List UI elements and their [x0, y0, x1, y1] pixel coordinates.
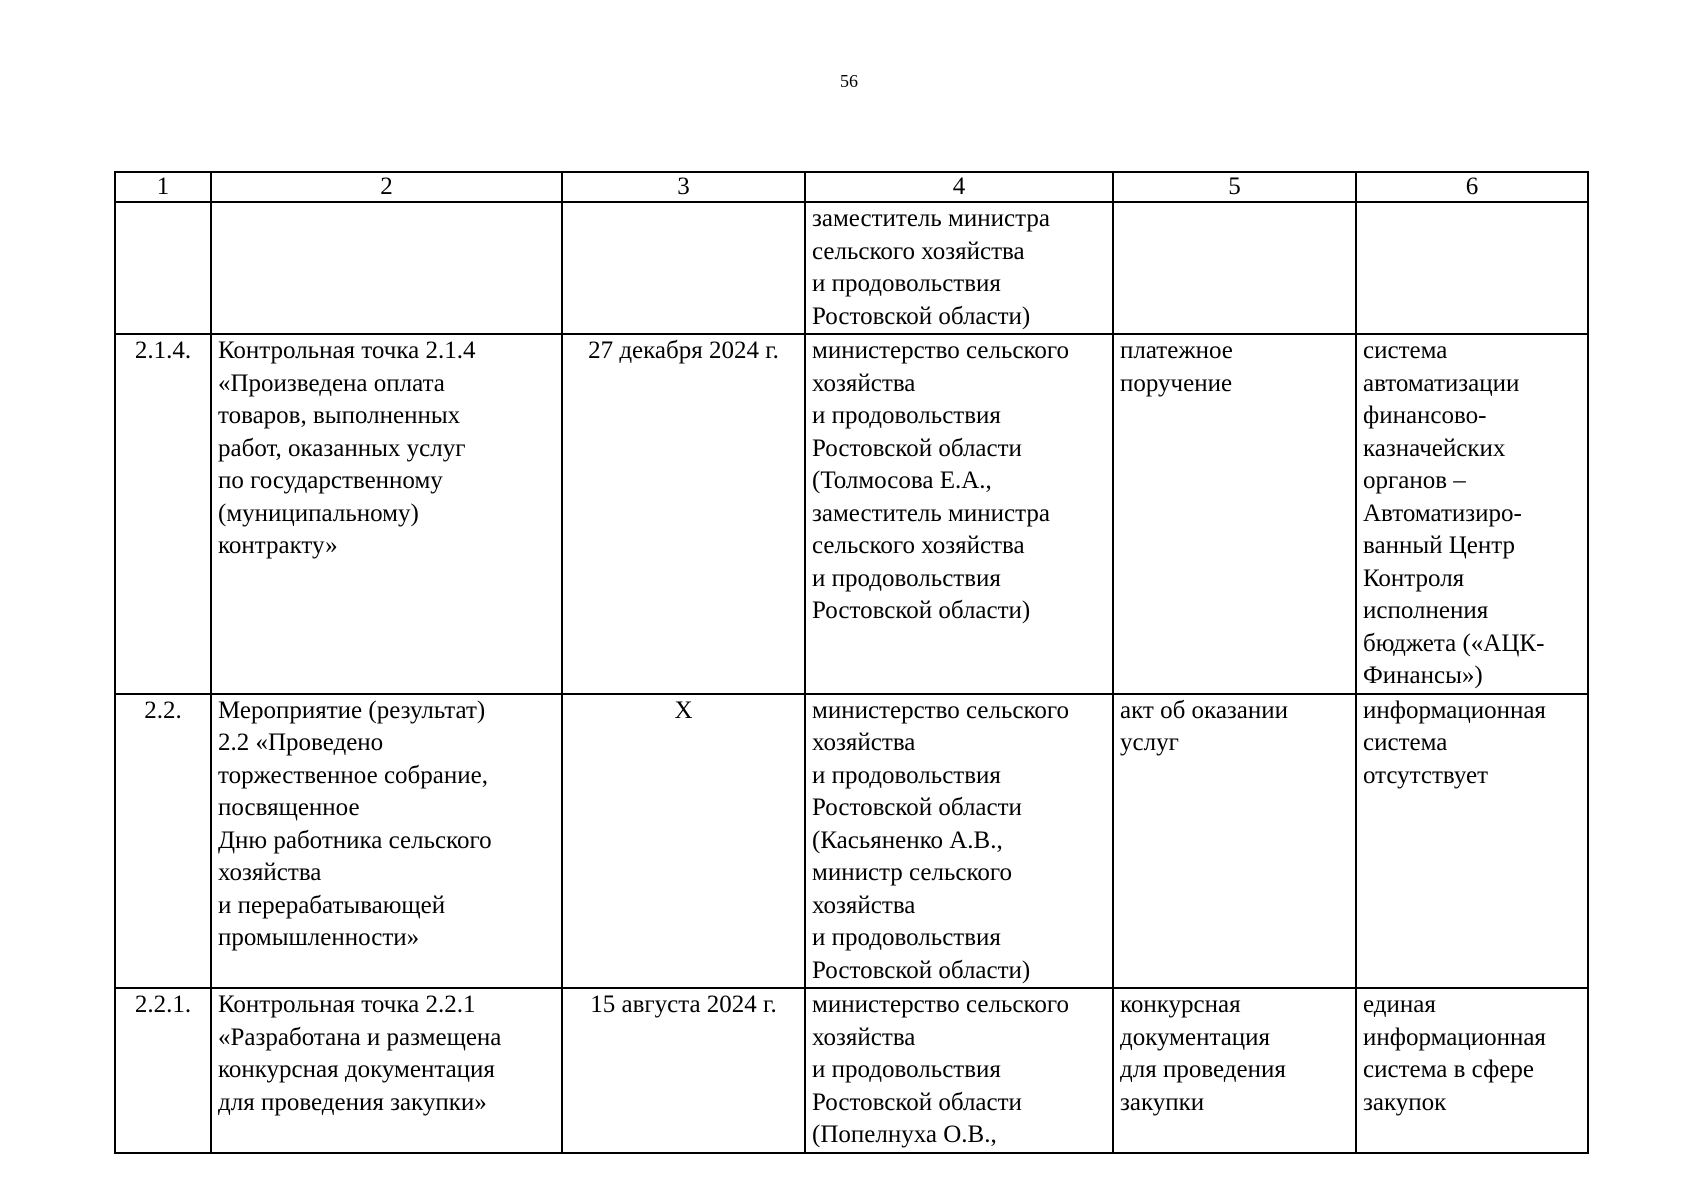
cell-name [211, 694, 562, 989]
text-line: Ростовской области [812, 434, 1022, 462]
text-line: единая [1363, 991, 1436, 1018]
column-header-3: 3 [562, 172, 805, 202]
text-line: Ростовской области [812, 1088, 1022, 1116]
cell-responsible [805, 334, 1113, 694]
text-line: услуг [1120, 729, 1179, 756]
text-line: (Попелнуха О.В., [812, 1121, 997, 1148]
column-header-4: 4 [805, 172, 1113, 202]
page-number: 56 [840, 71, 858, 91]
column-header-5: 5 [1113, 172, 1356, 202]
text-line: министр сельского [812, 859, 1013, 886]
text-line: контракту» [218, 532, 338, 559]
cell-responsible [805, 988, 1113, 1153]
text-line: Финансы») [1363, 662, 1483, 689]
text-line: поручение [1120, 369, 1233, 397]
text-line: Контрольная точка 2.2.1 [218, 991, 476, 1018]
text-line: хозяйства [812, 891, 916, 919]
cell-number: 2.1.4. [115, 334, 211, 694]
table-row-continuation [115, 202, 1588, 334]
text-line: автоматизации [1363, 369, 1520, 397]
text-line: хозяйства [218, 859, 322, 886]
text-line: работ, оказанных услуг [218, 434, 466, 462]
column-header-1: 1 [115, 172, 211, 202]
text-line: и продовольствия [812, 1056, 1001, 1083]
text-line: министерство сельского [812, 337, 1069, 364]
text-line: и продовольствия [812, 402, 1001, 429]
text-line: промышленности» [218, 924, 420, 951]
text-line: Мероприятие (результат) [218, 696, 486, 724]
text-line: система [1363, 729, 1448, 756]
text-line: заместитель министра [812, 205, 1050, 232]
text-line: система в сфере [1363, 1056, 1534, 1083]
text-line: финансово- [1363, 402, 1487, 429]
text-line: хозяйства [812, 1023, 916, 1051]
text-line: по государственному [218, 467, 443, 494]
table-row-2-2 [115, 694, 1588, 989]
cell-document [1113, 988, 1356, 1153]
text-line: Контроля [1363, 564, 1465, 592]
text-line: министерство сельского [812, 696, 1069, 724]
column-header-2: 2 [211, 172, 562, 202]
cell-name [211, 334, 562, 694]
text-line: и перерабатывающей [218, 891, 446, 919]
plan-table [114, 171, 1589, 1154]
text-line: отсутствует [1363, 761, 1489, 789]
text-line: Ростовской области) [812, 956, 1031, 984]
column-header-6: 6 [1356, 172, 1588, 202]
text-line: для проведения [1120, 1056, 1286, 1083]
text-line: система [1363, 337, 1448, 364]
cell-name [211, 988, 562, 1153]
text-line: 2.2 «Проведено [218, 729, 384, 756]
text-line: «Произведена оплата [218, 369, 445, 397]
cell-system [1356, 988, 1588, 1153]
text-line: конкурсная документация [218, 1056, 495, 1083]
text-line: конкурсная [1120, 991, 1241, 1018]
cell-date [562, 202, 805, 334]
text-line: закупки [1120, 1088, 1205, 1116]
cell-number: 2.2. [115, 694, 211, 989]
text-line: Автоматизиро- [1363, 499, 1522, 527]
text-line: исполнения [1363, 597, 1489, 624]
text-line: закупок [1363, 1088, 1447, 1116]
text-line: Дню работника сельского [218, 826, 492, 854]
text-line: и продовольствия [812, 564, 1001, 592]
cell-responsible [805, 202, 1113, 334]
cell-number [115, 202, 211, 334]
text-line: информационная [1363, 696, 1546, 724]
text-line: Ростовской области [812, 794, 1022, 821]
text-line: (муниципальному) [218, 499, 419, 527]
text-line: Ростовской области) [812, 302, 1031, 330]
cell-name [211, 202, 562, 334]
text-line: хозяйства [812, 369, 916, 397]
text-line: заместитель министра [812, 499, 1050, 527]
cell-document [1113, 202, 1356, 334]
cell-document [1113, 694, 1356, 989]
cell-date: 27 декабря 2024 г. [562, 334, 805, 694]
text-line: акт об оказании [1120, 696, 1289, 724]
table-row-2-2-1 [115, 988, 1588, 1153]
cell-system [1356, 334, 1588, 694]
cell-system [1356, 694, 1588, 989]
cell-system [1356, 202, 1588, 334]
text-line: ванный Центр [1363, 532, 1516, 559]
text-line: органов – [1363, 467, 1466, 494]
text-line: (Касьяненко А.В., [812, 826, 1003, 854]
text-line: бюджета («АЦК- [1363, 629, 1545, 657]
text-line: посвященное [218, 794, 360, 821]
text-line: казначейских [1363, 434, 1506, 462]
text-line: Контрольная точка 2.1.4 [218, 337, 476, 364]
text-line: министерство сельского [812, 991, 1069, 1018]
header-row [115, 172, 1588, 202]
cell-date: 15 августа 2024 г. [562, 988, 805, 1153]
text-line: информационная [1363, 1023, 1546, 1051]
text-line: и продовольствия [812, 761, 1001, 789]
text-line: товаров, выполненных [218, 402, 461, 429]
table-row-2-1-4 [115, 334, 1588, 694]
cell-document [1113, 334, 1356, 694]
cell-date: Х [562, 694, 805, 989]
text-line: и продовольствия [812, 270, 1001, 297]
text-line: для проведения закупки» [218, 1088, 487, 1116]
cell-responsible [805, 694, 1113, 989]
text-line: «Разработана и размещена [218, 1023, 502, 1051]
text-line: Ростовской области) [812, 597, 1031, 624]
text-line: и продовольствия [812, 924, 1001, 951]
text-line: документация [1120, 1023, 1271, 1051]
text-line: торжественное собрание, [218, 761, 488, 789]
text-line: сельского хозяйства [812, 237, 1025, 265]
text-line: сельского хозяйства [812, 532, 1025, 559]
text-line: хозяйства [812, 729, 916, 756]
text-line: (Толмосова Е.А., [812, 467, 992, 494]
cell-number: 2.2.1. [115, 988, 211, 1153]
text-line: платежное [1120, 337, 1233, 364]
